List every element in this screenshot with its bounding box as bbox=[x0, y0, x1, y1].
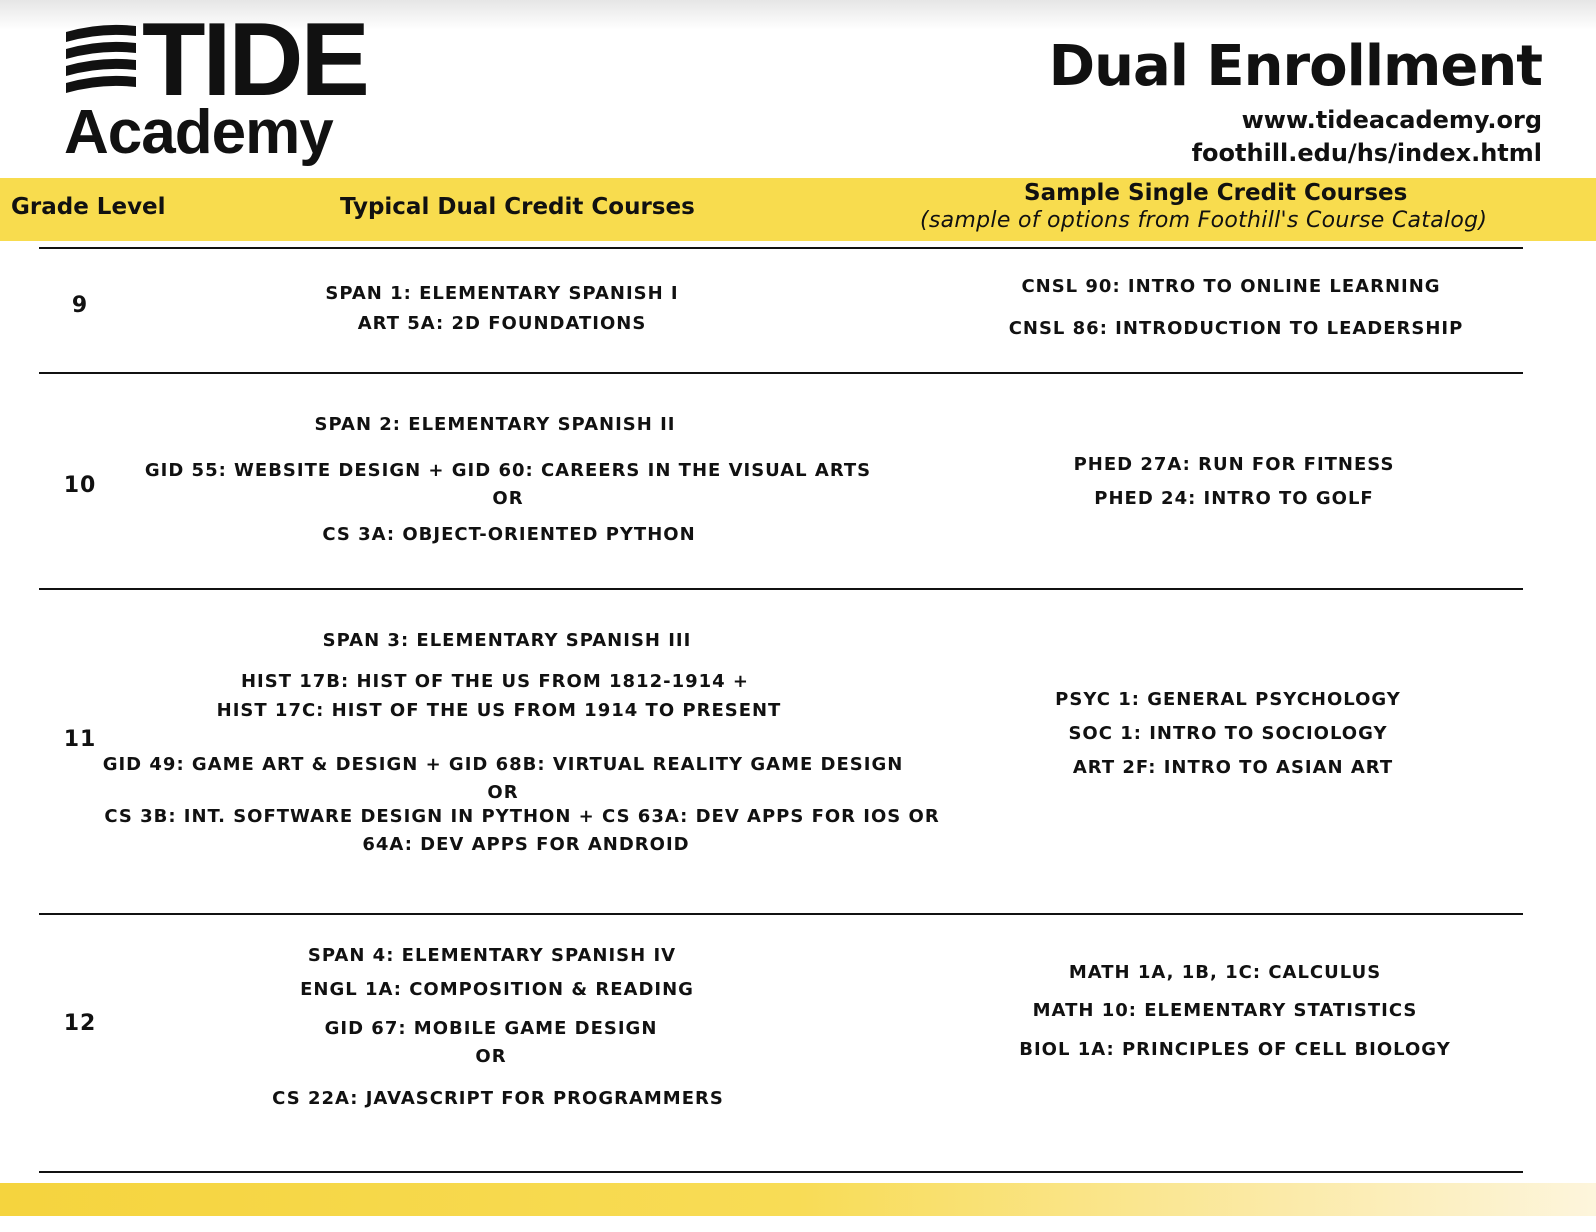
column-header-single: Sample Single Credit Courses bbox=[1024, 180, 1408, 206]
dual-course: OR bbox=[487, 782, 519, 803]
single-course: PHED 27A: RUN FOR FITNESS bbox=[1073, 454, 1395, 475]
table-divider bbox=[39, 913, 1523, 915]
dual-course: ART 5A: 2D FOUNDATIONS bbox=[357, 313, 647, 334]
dual-course: HIST 17B: HIST OF THE US FROM 1812-1914 + bbox=[240, 671, 750, 692]
website-link[interactable]: www.tideacademy.org bbox=[1241, 106, 1542, 134]
grade-cell: 10 bbox=[63, 473, 97, 498]
single-course: BIOL 1A: PRINCIPLES OF CELL BIOLOGY bbox=[1019, 1039, 1451, 1060]
grade-cell: 9 bbox=[71, 293, 89, 318]
single-course: CNSL 90: INTRO TO ONLINE LEARNING bbox=[1021, 276, 1441, 297]
table-divider bbox=[39, 588, 1523, 590]
table-divider bbox=[39, 1171, 1523, 1173]
footer-band bbox=[0, 1183, 1596, 1216]
column-header-grade: Grade Level bbox=[11, 194, 166, 220]
single-course: ART 2F: INTRO TO ASIAN ART bbox=[1072, 757, 1394, 778]
dual-course: GID 55: WEBSITE DESIGN + GID 60: CAREERS IN THE VISUAL ARTS bbox=[144, 460, 872, 481]
single-course: SOC 1: INTRO TO SOCIOLOGY bbox=[1068, 723, 1388, 744]
grade-cell: 12 bbox=[63, 1011, 97, 1036]
single-course: PSYC 1: GENERAL PSYCHOLOGY bbox=[1055, 689, 1401, 710]
tide-academy-logo bbox=[64, 2, 367, 168]
logo-sub: Academy bbox=[64, 98, 333, 167]
single-course: MATH 1A, 1B, 1C: CALCULUS bbox=[1068, 962, 1382, 983]
foothill-link[interactable]: foothill.edu/hs/index.html bbox=[1191, 139, 1542, 167]
grade-cell: 11 bbox=[63, 727, 97, 752]
table-header bbox=[0, 178, 1596, 241]
dual-course: OR bbox=[475, 1046, 507, 1067]
dual-course: CS 22A: JAVASCRIPT FOR PROGRAMMERS bbox=[272, 1088, 724, 1109]
dual-course: CS 3A: OBJECT-ORIENTED PYTHON bbox=[322, 524, 696, 545]
dual-course: CS 3B: INT. SOFTWARE DESIGN IN PYTHON + CS 63A: DEV APPS FOR IOS OR bbox=[104, 806, 940, 827]
single-course: CNSL 86: INTRODUCTION TO LEADERSHIP bbox=[1008, 318, 1464, 339]
single-course: PHED 24: INTRO TO GOLF bbox=[1094, 488, 1374, 509]
title-block bbox=[1049, 30, 1542, 170]
dual-course: HIST 17C: HIST OF THE US FROM 1914 TO PRESENT bbox=[216, 700, 782, 721]
dual-course: OR bbox=[492, 488, 524, 509]
column-header-single-note: (sample of options from Foothill's Course Catalog) bbox=[920, 208, 1488, 233]
dual-course: SPAN 4: ELEMENTARY SPANISH IV bbox=[307, 945, 677, 966]
dual-course: SPAN 1: ELEMENTARY SPANISH I bbox=[325, 283, 679, 304]
table-divider bbox=[39, 247, 1523, 249]
column-header-dual: Typical Dual Credit Courses bbox=[340, 194, 695, 220]
dual-course: SPAN 3: ELEMENTARY SPANISH III bbox=[322, 630, 692, 651]
wave-stripes-icon bbox=[64, 22, 138, 104]
logo-word: TIDE bbox=[142, 2, 367, 118]
dual-course: GID 49: GAME ART & DESIGN + GID 68B: VIRTUAL REALITY GAME DESIGN bbox=[102, 754, 904, 775]
dual-course: 64A: DEV APPS FOR ANDROID bbox=[362, 834, 690, 855]
dual-course: GID 67: MOBILE GAME DESIGN bbox=[324, 1018, 658, 1039]
dual-course: ENGL 1A: COMPOSITION & READING bbox=[300, 979, 694, 1000]
page-title: Dual Enrollment bbox=[1048, 34, 1542, 99]
single-course: MATH 10: ELEMENTARY STATISTICS bbox=[1032, 1000, 1418, 1021]
dual-course: SPAN 2: ELEMENTARY SPANISH II bbox=[314, 414, 676, 435]
table-divider bbox=[39, 372, 1523, 374]
